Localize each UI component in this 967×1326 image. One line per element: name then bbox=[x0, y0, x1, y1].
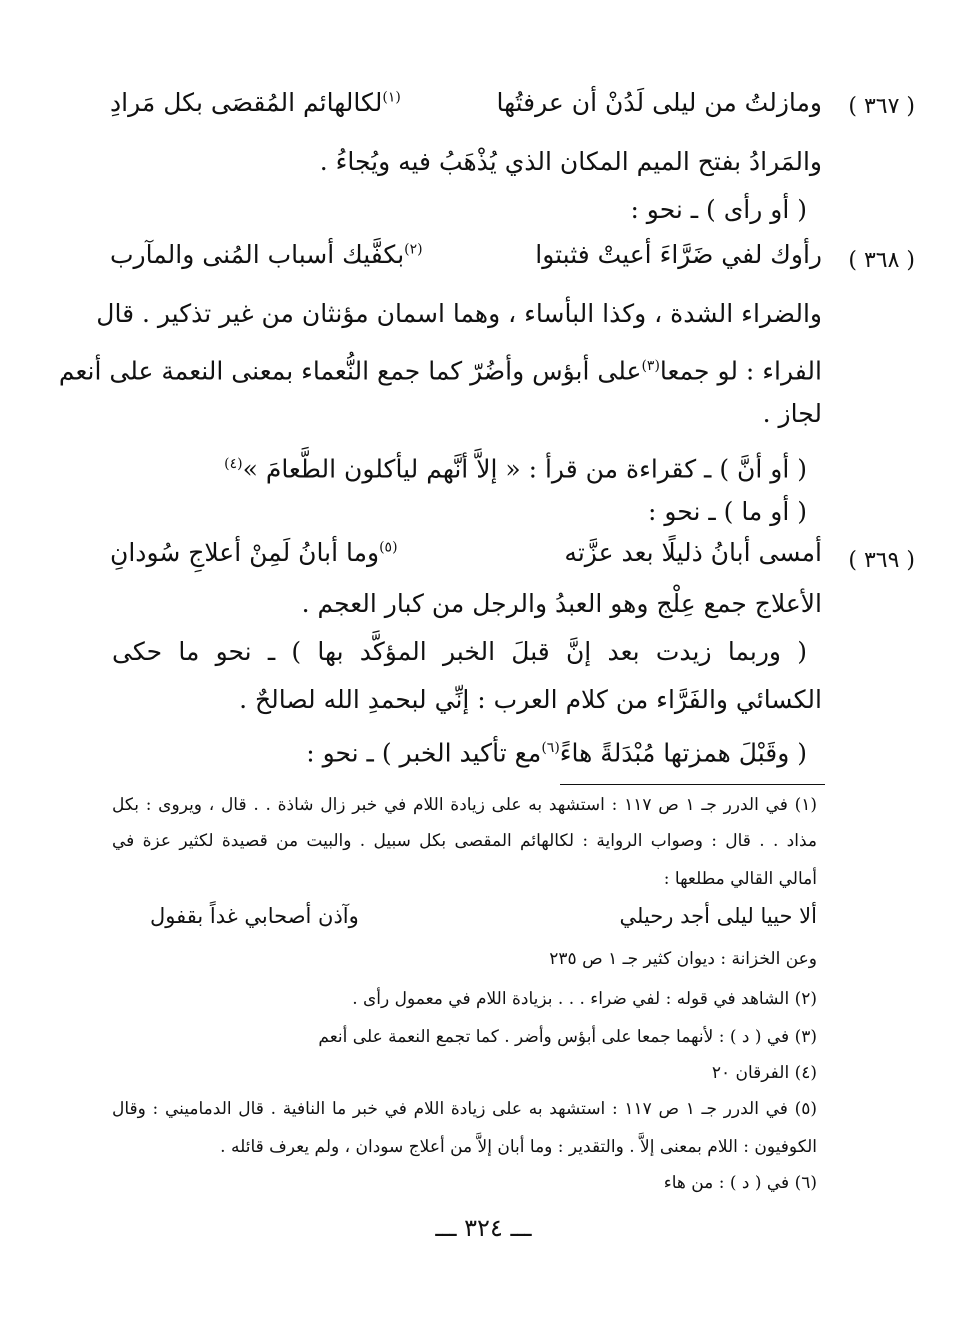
body-line: لجاز . bbox=[762, 399, 822, 428]
body-line: ( وربما زيدت بعد إنَّ قبلَ الخبر المؤكَّد بها ) ـ نحو ما حكى bbox=[112, 637, 807, 666]
footnote-verse-first: ألا حييا ليلى أجد رحيلي bbox=[619, 904, 817, 928]
verse-number: ( ٣٦٩ ) bbox=[848, 548, 915, 573]
body-line: ( وقَبْلَ همزتها مُبْدَلةً هاءً$^{(٦)}$مع تأكيد الخبر ) ـ نحو : bbox=[306, 738, 807, 768]
verse-second-hemistich: $^{(٥)}$وما أبانُ لَمِنْ أعلاجِ سُودانِ bbox=[110, 538, 398, 567]
verse-second-hemistich: $^{(١)}$لكالهائم المُقصَى بكل مَرادِ bbox=[110, 88, 401, 117]
body-line: ( أو ما ) ـ نحو : bbox=[648, 497, 807, 526]
footnote-line: مذاد . . قال : وصواب الرواية : لكالهائم المقصى بكل سبيل . والبيت من قصيدة لكثير عزة في bbox=[112, 831, 817, 851]
footnote-marker: (٦) bbox=[541, 740, 560, 756]
verse-first-hemistich: ومازلتُ من ليلى لَدُنْ أن عرفتُها bbox=[496, 88, 822, 117]
footnote-marker: (١) bbox=[382, 89, 401, 106]
body-line: الكسائي والفَرَّاء من كلام العرب : إنِّي لبحمدِ الله لصالحٌ . bbox=[239, 685, 822, 714]
footnote-marker: (٢) bbox=[404, 241, 423, 258]
footnote-line: (٥) في الدرر جـ ١ ص ١١٧ : استشهد به على زيادة اللام في خبر ما النافية . قال الدماميني : وقال bbox=[112, 1099, 818, 1119]
footnote-line: وعن الخزانة : ديوان كثير جـ ١ ص ٢٣٥ bbox=[549, 949, 817, 969]
footnote-line: الكوفيون : اللام بمعنى إلاَّ . والتقدير : وما أبان إلاَّ من أعلاج سودان ، ولم يعرف قائله . bbox=[220, 1137, 817, 1157]
footnote-line: أمالي القالي مطلعها : bbox=[663, 869, 817, 889]
verse-first-hemistich: رأوك لفي ضَرَّاءَ أعيتْ فثبتوا bbox=[535, 240, 822, 269]
footnote-marker: (٥) bbox=[379, 539, 398, 556]
page-number: ـــ ٣٢٤ ـــ bbox=[435, 1214, 532, 1242]
footnote-line: (٤) الفرقان ٢٠ bbox=[711, 1063, 817, 1083]
footnote-separator bbox=[560, 784, 825, 785]
body-line: والمَرادُ بفتح الميم المكان الذي يُذْهَبُ فيه ويُجاءُ . bbox=[319, 147, 822, 176]
body-line: ( أو أنَّ ) ـ كقراءة من قرأ : « إلاَّ أنَّهم ليأكلون الطَّعامَ »$^{(٤)}$ bbox=[224, 454, 807, 484]
body-line: ( أو رأى ) ـ نحو : bbox=[630, 195, 807, 224]
footnote-marker: (٤) bbox=[224, 456, 243, 472]
footnote-line: (٣) في ( د ) : لأنهما جمعا على أبؤس وأضر . كما تجمع النعمة على أنعم bbox=[318, 1027, 817, 1047]
body-line: والضراء الشدة ، وكذا البأساء ، وهما اسمان مؤنثان من غير تذكير . قال bbox=[96, 299, 822, 328]
verse-number: ( ٣٦٨ ) bbox=[848, 248, 915, 273]
verse-number: ( ٣٦٧ ) bbox=[848, 94, 915, 119]
verse-second-hemistich: $^{(٢)}$بكفَّيك أسباب المُنى والمآرب bbox=[110, 240, 423, 269]
body-line: الأعلاج جمع عِلْج وهو العبدُ والرجل من كبار العجم . bbox=[301, 589, 822, 618]
footnote-line: (١) في الدرر جـ ١ ص ١١٧ : استشهد به على زيادة اللام في خبر زال شاذة . . قال ، ويروى : بكل bbox=[112, 795, 817, 815]
footnote-marker: (٣) bbox=[641, 358, 660, 374]
footnote-line: (٦) في ( د ) : من هاء bbox=[663, 1173, 817, 1193]
body-line: الفراء : لو جمعا$^{(٣)}$على أبؤس وأضُرّ كما جمع النُّعماء بمعنى النعمة على أنعم bbox=[58, 356, 822, 386]
footnote-line: (٢) الشاهد في قوله : لفي ضراء . . . بزيادة اللام في معمول رأى . bbox=[352, 989, 817, 1009]
footnote-verse-second: وآذن أصحابي غداً بقفول bbox=[150, 904, 359, 928]
verse-first-hemistich: أمسى أبانُ ذليلًا بعد عزَّته bbox=[564, 538, 822, 567]
